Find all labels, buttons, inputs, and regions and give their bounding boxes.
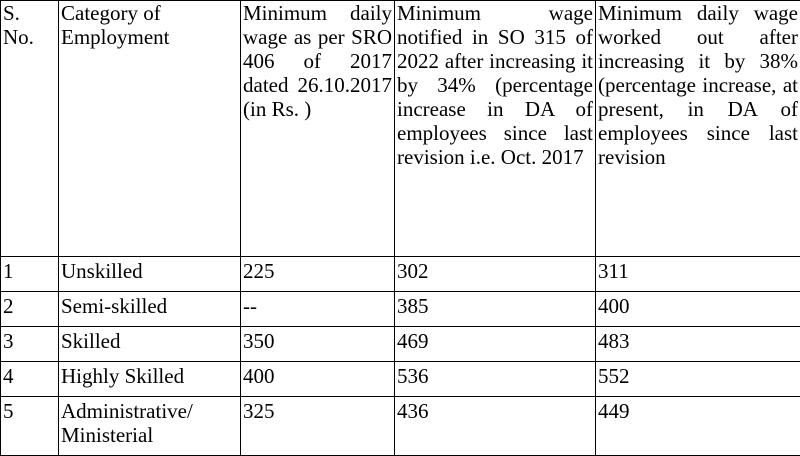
cell-category: Unskilled bbox=[59, 257, 241, 292]
table-row bbox=[1, 362, 800, 397]
cell-wage-38-percent: 311 bbox=[596, 257, 800, 292]
cell-wage-so-315: 469 bbox=[395, 327, 596, 362]
cell-category: Administrative/ Ministerial bbox=[59, 397, 241, 456]
cell-wage-38-percent: 400 bbox=[596, 292, 800, 327]
cell-serial-number: 5 bbox=[1, 397, 59, 456]
table-row bbox=[1, 292, 800, 327]
cell-serial-number: 2 bbox=[1, 292, 59, 327]
header-category: Category of Employment bbox=[59, 1, 241, 257]
cell-wage-sro-406: 225 bbox=[241, 257, 395, 292]
cell-wage-38-percent: 552 bbox=[596, 362, 800, 397]
cell-wage-sro-406: 325 bbox=[241, 397, 395, 456]
cell-wage-so-315: 302 bbox=[395, 257, 596, 292]
header-wage-38-percent: Minimum daily wage worked out after increasing it by 38% (percentage increase, at present, in DA of employees since last revision bbox=[596, 1, 800, 257]
table-row bbox=[1, 327, 800, 362]
cell-serial-number: 4 bbox=[1, 362, 59, 397]
header-serial-number: S. No. bbox=[1, 1, 59, 257]
cell-serial-number: 3 bbox=[1, 327, 59, 362]
table-row bbox=[1, 397, 800, 456]
cell-wage-sro-406: 400 bbox=[241, 362, 395, 397]
cell-category: Highly Skilled bbox=[59, 362, 241, 397]
header-wage-sro-406: Minimum daily wage as per SRO 406 of 2017 dated 26.10.2017 (in Rs. ) bbox=[241, 1, 395, 257]
cell-wage-38-percent: 483 bbox=[596, 327, 800, 362]
cell-wage-so-315: 385 bbox=[395, 292, 596, 327]
table-header bbox=[1, 1, 800, 257]
cell-wage-so-315: 536 bbox=[395, 362, 596, 397]
cell-serial-number: 1 bbox=[1, 257, 59, 292]
cell-wage-sro-406: -- bbox=[241, 292, 395, 327]
table-body bbox=[1, 257, 800, 456]
cell-category: Skilled bbox=[59, 327, 241, 362]
cell-wage-sro-406: 350 bbox=[241, 327, 395, 362]
header-wage-so-315: Minimum wage notified in SO 315 of 2022 after increasing it by 34% (percentage increase in DA of employees since last revision i.e. Oct. 2017 bbox=[395, 1, 596, 257]
cell-wage-38-percent: 449 bbox=[596, 397, 800, 456]
table-row bbox=[1, 257, 800, 292]
cell-category: Semi-skilled bbox=[59, 292, 241, 327]
header-row bbox=[1, 1, 800, 257]
cell-wage-so-315: 436 bbox=[395, 397, 596, 456]
